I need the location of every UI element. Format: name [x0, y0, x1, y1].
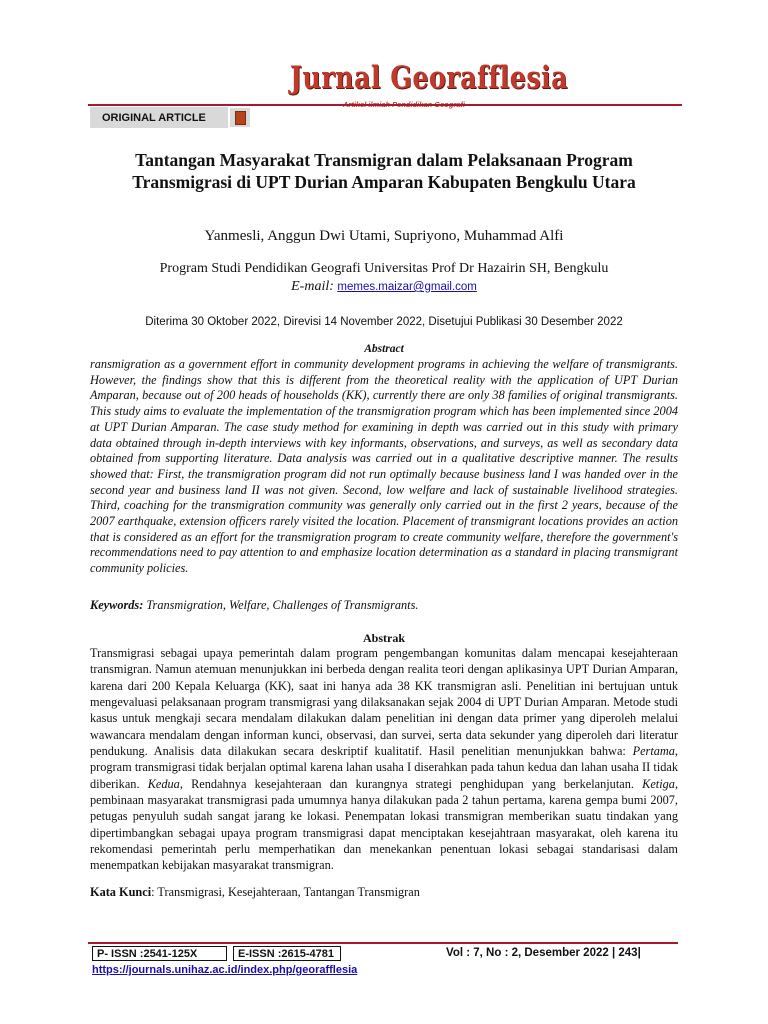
- footer-divider: [88, 942, 678, 944]
- header-divider: [88, 104, 682, 106]
- authors: Yanmesli, Anggun Dwi Utami, Supriyono, Muhammad Alfi: [204, 228, 564, 244]
- book-icon: [230, 108, 250, 127]
- email-link[interactable]: memes.maizar@gmail.com: [337, 281, 477, 293]
- email-label: E-mail:: [291, 279, 334, 294]
- submission-dates: Diterima 30 Oktober 2022, Direvisi 14 November 2022, Disetujui Publikasi 30 Desember 2022: [145, 316, 623, 328]
- affiliation: Program Studi Pendidikan Geografi Universitas Prof Dr Hazairin SH, Bengkulu: [159, 261, 609, 276]
- article-title: [80, 149, 688, 193]
- keywords-label: Keywords:: [90, 598, 144, 612]
- p-issn: P- ISSN :2541-125X: [92, 946, 227, 961]
- journal-logo: Jurnal Georafflesia: [290, 60, 568, 96]
- abstrak-heading: Abstrak: [362, 631, 405, 645]
- kata-kunci: [90, 885, 678, 900]
- email-line: [80, 279, 688, 295]
- kata-kunci-text: : Transmigrasi, Kesejahteraan, Tantangan Transmigran: [151, 885, 420, 899]
- keywords: [90, 598, 678, 613]
- kata-kunci-label: Kata Kunci: [90, 885, 152, 899]
- abstrak-body: Transmigrasi sebagai upaya pemerintah dalam program pengembangan komunitas dalam mencapai kesejahteraan transmigran. Namun atemuan menunjukkan ini berbeda dengan realita teori dengan aplikasinya UPT Durian Amparan, karena dari 200 Kepala Keluarga (KK), saat ini hanya ada 38 KK transmigran asli. Penelitian ini bertujuan untuk mengevaluasi pelaksanaan program transmigrasi yang dilaksanakan sejak 2004 di UPT Durian Amparan. Metode studi kasus untuk mengkaji secara mendalam dilakukan dalam penelitian ini dengan data primer yang diperoleh melalui wawancara mendalam dengan informan kunci, observasi, dan survei, serta data sekunder yang diperoleh dari literatur pendukung. Analisis data dilakukan secara deskriptif kualitatif. Hasil penelitian menunjukkan bahwa: Pertama, program transmigrasi tidak berjalan optimal karena lahan usaha I diserahkan pada tahun kedua dan lahan usaha II tidak diberikan. Kedua, Rendahnya kesejahteraan dan kurangnya strategi penghidupan yang berkelanjutan. Ketiga, pembinaan masyarakat transmigrasi pada umumnya hanya dilakukan pada 2 tahun pertama, karena gempa bumi 2007, petugas penyuluh sudah sangat jarang ke lokasi. Penempatan lokasi transmigran memberikan suatu tindakan yang dipertimbangkan sebagai upaya program transmigrasi dapat menciptakan kesejahtraan masyarakat, oleh karena itu rekomendasi pemerintah perlu memperhatikan dan menekankan penentuan lokasi sebagai standarisasi dalam menempatkan kebijakan masyarakat transmigran.: [90, 646, 679, 873]
- journal-url-link[interactable]: https://journals.unihaz.ac.id/index.php/georafflesia: [92, 964, 358, 976]
- keywords-text: Transmigration, Welfare, Challenges of Transmigrants.: [146, 598, 419, 612]
- abstract-body: ransmigration as a government effort in community development programs in achieving the welfare of transmigrants. However, the findings show that this is different from the theoretical reality with the application of UPT Durian Amparan, because out of 200 heads of households (KK), currently there are only 38 families of original transmigrants. This study aims to evaluate the implementation of the transmigration program which has been implemented since 2004 at UPT Durian Amparan. The case study method for examining in depth was carried out in this study with primary data obtained through in-depth interviews with key informants, observations, and surveys, as well as secondary data obtained from supporting literature. Data analysis was carried out in a qualitative descriptive manner. The results showed that: First, the transmigration program did not run optimally because business land I was handed over in the second year and business land II was not given. Second, low welfare and lack of sustainable livelihood strategies. Third, coaching for the transmigration community was generally only carried out in the first 2 years, because of the 2007 earthquake, extension officers rarely visited the location. Placement of transmigrant locations provides an action that is considered as an effort for the transmigration program to create community welfare, therefore the government's recommendations need to pay attention to and emphasize location determination as a standard in placing transmigrant community policies.: [90, 357, 678, 576]
- e-issn: E-ISSN :2615-4781: [233, 946, 341, 961]
- volume-page-info: Vol : 7, No : 2, Desember 2022 | 243|: [446, 947, 641, 959]
- article-type-badge: ORIGINAL ARTICLE: [90, 107, 228, 128]
- abstract-heading: Abstract: [364, 343, 404, 355]
- title-line-2: Transmigrasi di UPT Durian Amparan Kabupaten Bengkulu Utara: [132, 172, 636, 192]
- title-line-1: Tantangan Masyarakat Transmigran dalam Pelaksanaan Program: [135, 150, 633, 170]
